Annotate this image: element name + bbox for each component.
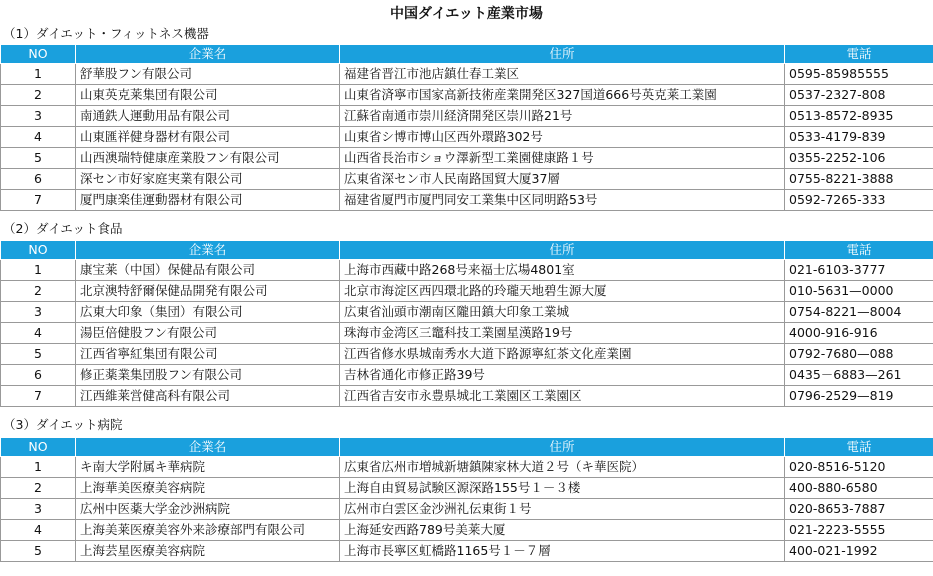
page-title: 中国ダイエット産業市場 bbox=[390, 6, 543, 22]
company-name: キ南大学附属キ華病院 bbox=[76, 457, 340, 478]
company-address: 上海延安西路789号美莱大厦 bbox=[340, 520, 785, 541]
table-row bbox=[1, 478, 933, 499]
header-company-name: 企業名 bbox=[76, 45, 340, 64]
row-number: 2 bbox=[1, 281, 76, 302]
table-row bbox=[1, 323, 933, 344]
table-row bbox=[1, 386, 933, 407]
company-name: 北京澳特舒爾保健品開発有限公司 bbox=[76, 281, 340, 302]
table-row bbox=[1, 190, 933, 211]
table-row bbox=[1, 260, 933, 281]
header-no: NO bbox=[1, 45, 76, 64]
company-phone: 0754-8221—8004 bbox=[785, 302, 933, 323]
header-address: 住所 bbox=[340, 241, 785, 260]
company-name: 江西省寧紅集団有限公司 bbox=[76, 344, 340, 365]
company-address: 山西省長治市ショウ澤新型工業園健康路１号 bbox=[340, 148, 785, 169]
table-header-row bbox=[1, 45, 933, 64]
company-phone: 0533-4179-839 bbox=[785, 127, 933, 148]
company-name: 上海華美医療美容病院 bbox=[76, 478, 340, 499]
company-table bbox=[0, 437, 933, 562]
row-number: 7 bbox=[1, 386, 76, 407]
table-header-row bbox=[1, 241, 933, 260]
header-company-name: 企業名 bbox=[76, 241, 340, 260]
table-row bbox=[1, 499, 933, 520]
table-row bbox=[1, 169, 933, 190]
company-address: 福建省厦門市厦門同安工業集中区同明路53号 bbox=[340, 190, 785, 211]
header-no: NO bbox=[1, 438, 76, 457]
company-name: 湯臣倍健股フン有限公司 bbox=[76, 323, 340, 344]
company-address: 上海市長寧区虹橋路1165号１－７層 bbox=[340, 541, 785, 562]
company-address: 広州市白雲区金沙洲礼伝東街１号 bbox=[340, 499, 785, 520]
company-name: 広東大印象（集団）有限公司 bbox=[76, 302, 340, 323]
company-phone: 400-021-1992 bbox=[785, 541, 933, 562]
row-number: 3 bbox=[1, 302, 76, 323]
table-header-row bbox=[1, 438, 933, 457]
table-row bbox=[1, 520, 933, 541]
header-phone: 電話 bbox=[785, 241, 933, 260]
company-phone: 0592-7265-333 bbox=[785, 190, 933, 211]
row-number: 4 bbox=[1, 520, 76, 541]
table-row bbox=[1, 64, 933, 85]
header-address: 住所 bbox=[340, 45, 785, 64]
company-name: 南通鉄人運動用品有限公司 bbox=[76, 106, 340, 127]
company-phone: 020-8516-5120 bbox=[785, 457, 933, 478]
company-name: 山東英克莱集団有限公司 bbox=[76, 85, 340, 106]
row-number: 5 bbox=[1, 344, 76, 365]
company-address: 山東省シ博市博山区西外環路302号 bbox=[340, 127, 785, 148]
company-name: 広州中医薬大学金沙洲病院 bbox=[76, 499, 340, 520]
row-number: 6 bbox=[1, 365, 76, 386]
row-number: 1 bbox=[1, 260, 76, 281]
company-phone: 4000-916-916 bbox=[785, 323, 933, 344]
row-number: 3 bbox=[1, 106, 76, 127]
row-number: 5 bbox=[1, 541, 76, 562]
company-address: 江蘇省南通市崇川経済開発区崇川路21号 bbox=[340, 106, 785, 127]
row-number: 6 bbox=[1, 169, 76, 190]
company-address: 珠海市金湾区三竈科技工業園星漢路19号 bbox=[340, 323, 785, 344]
company-phone: 400-880-6580 bbox=[785, 478, 933, 499]
company-name: 山東匯祥健身器材有限公司 bbox=[76, 127, 340, 148]
table-row bbox=[1, 281, 933, 302]
company-address: 福建省晋江市池店鎮仕春工業区 bbox=[340, 64, 785, 85]
row-number: 1 bbox=[1, 64, 76, 85]
table-row bbox=[1, 85, 933, 106]
company-phone: 0513-8572-8935 bbox=[785, 106, 933, 127]
table-row bbox=[1, 302, 933, 323]
company-address: 広東省深セン市人民南路国貿大厦37層 bbox=[340, 169, 785, 190]
company-address: 江西省吉安市永豊県城北工業園区工業園区 bbox=[340, 386, 785, 407]
company-phone: 0792-7680—088 bbox=[785, 344, 933, 365]
company-name: 舒華股フン有限公司 bbox=[76, 64, 340, 85]
company-name: 深セン市好家庭実業有限公司 bbox=[76, 169, 340, 190]
company-phone: 0435－6883—261 bbox=[785, 365, 933, 386]
company-name: 上海芸星医療美容病院 bbox=[76, 541, 340, 562]
company-name: 江西維莱営健高科有限公司 bbox=[76, 386, 340, 407]
company-phone: 0537-2327-808 bbox=[785, 85, 933, 106]
row-number: 2 bbox=[1, 478, 76, 499]
company-name: 上海美莱医療美容外来診療部門有限公司 bbox=[76, 520, 340, 541]
company-name: 山西澳瑞特健康産業股フン有限公司 bbox=[76, 148, 340, 169]
table-row bbox=[1, 148, 933, 169]
header-phone: 電話 bbox=[785, 438, 933, 457]
table-row bbox=[1, 541, 933, 562]
row-number: 5 bbox=[1, 148, 76, 169]
header-phone: 電話 bbox=[785, 45, 933, 64]
row-number: 2 bbox=[1, 85, 76, 106]
table-row bbox=[1, 365, 933, 386]
row-number: 4 bbox=[1, 127, 76, 148]
header-no: NO bbox=[1, 241, 76, 260]
company-address: 広東省広州市増城新塘鎮陳家林大道２号（キ華医院） bbox=[340, 457, 785, 478]
table-row bbox=[1, 344, 933, 365]
company-phone: 021-2223-5555 bbox=[785, 520, 933, 541]
company-address: 広東省汕頭市潮南区隴田鎮大印象工業城 bbox=[340, 302, 785, 323]
header-address: 住所 bbox=[340, 438, 785, 457]
section-label: （2）ダイエット食品 bbox=[3, 221, 123, 236]
company-phone: 010-5631—0000 bbox=[785, 281, 933, 302]
row-number: 3 bbox=[1, 499, 76, 520]
table-row bbox=[1, 457, 933, 478]
company-address: 江西省修水県城南秀水大道下路源寧紅茶文化産業園 bbox=[340, 344, 785, 365]
company-phone: 021-6103-3777 bbox=[785, 260, 933, 281]
company-phone: 020-8653-7887 bbox=[785, 499, 933, 520]
section-label: （3）ダイエット病院 bbox=[3, 417, 123, 432]
table-row bbox=[1, 127, 933, 148]
header-company-name: 企業名 bbox=[76, 438, 340, 457]
company-name: 厦門康楽佳運動器材有限公司 bbox=[76, 190, 340, 211]
company-address: 上海市西藏中路268号来福士広場4801室 bbox=[340, 260, 785, 281]
table-row bbox=[1, 106, 933, 127]
company-address: 山東省済寧市国家高新技術産業開発区327国道666号英克莱工業園 bbox=[340, 85, 785, 106]
section-label: （1）ダイエット・フィットネス機器 bbox=[3, 26, 209, 41]
company-name: 康宝莱（中国）保健品有限公司 bbox=[76, 260, 340, 281]
company-phone: 0796-2529—819 bbox=[785, 386, 933, 407]
company-table bbox=[0, 44, 933, 211]
company-address: 上海自由貿易試験区源深路155号１－３楼 bbox=[340, 478, 785, 499]
company-name: 修正薬業集団股フン有限公司 bbox=[76, 365, 340, 386]
company-phone: 0355-2252-106 bbox=[785, 148, 933, 169]
row-number: 7 bbox=[1, 190, 76, 211]
company-phone: 0595-85985555 bbox=[785, 64, 933, 85]
company-address: 吉林省通化市修正路39号 bbox=[340, 365, 785, 386]
company-table bbox=[0, 240, 933, 407]
row-number: 1 bbox=[1, 457, 76, 478]
company-address: 北京市海淀区西四環北路的玲瓏天地碧生源大厦 bbox=[340, 281, 785, 302]
row-number: 4 bbox=[1, 323, 76, 344]
company-phone: 0755-8221-3888 bbox=[785, 169, 933, 190]
